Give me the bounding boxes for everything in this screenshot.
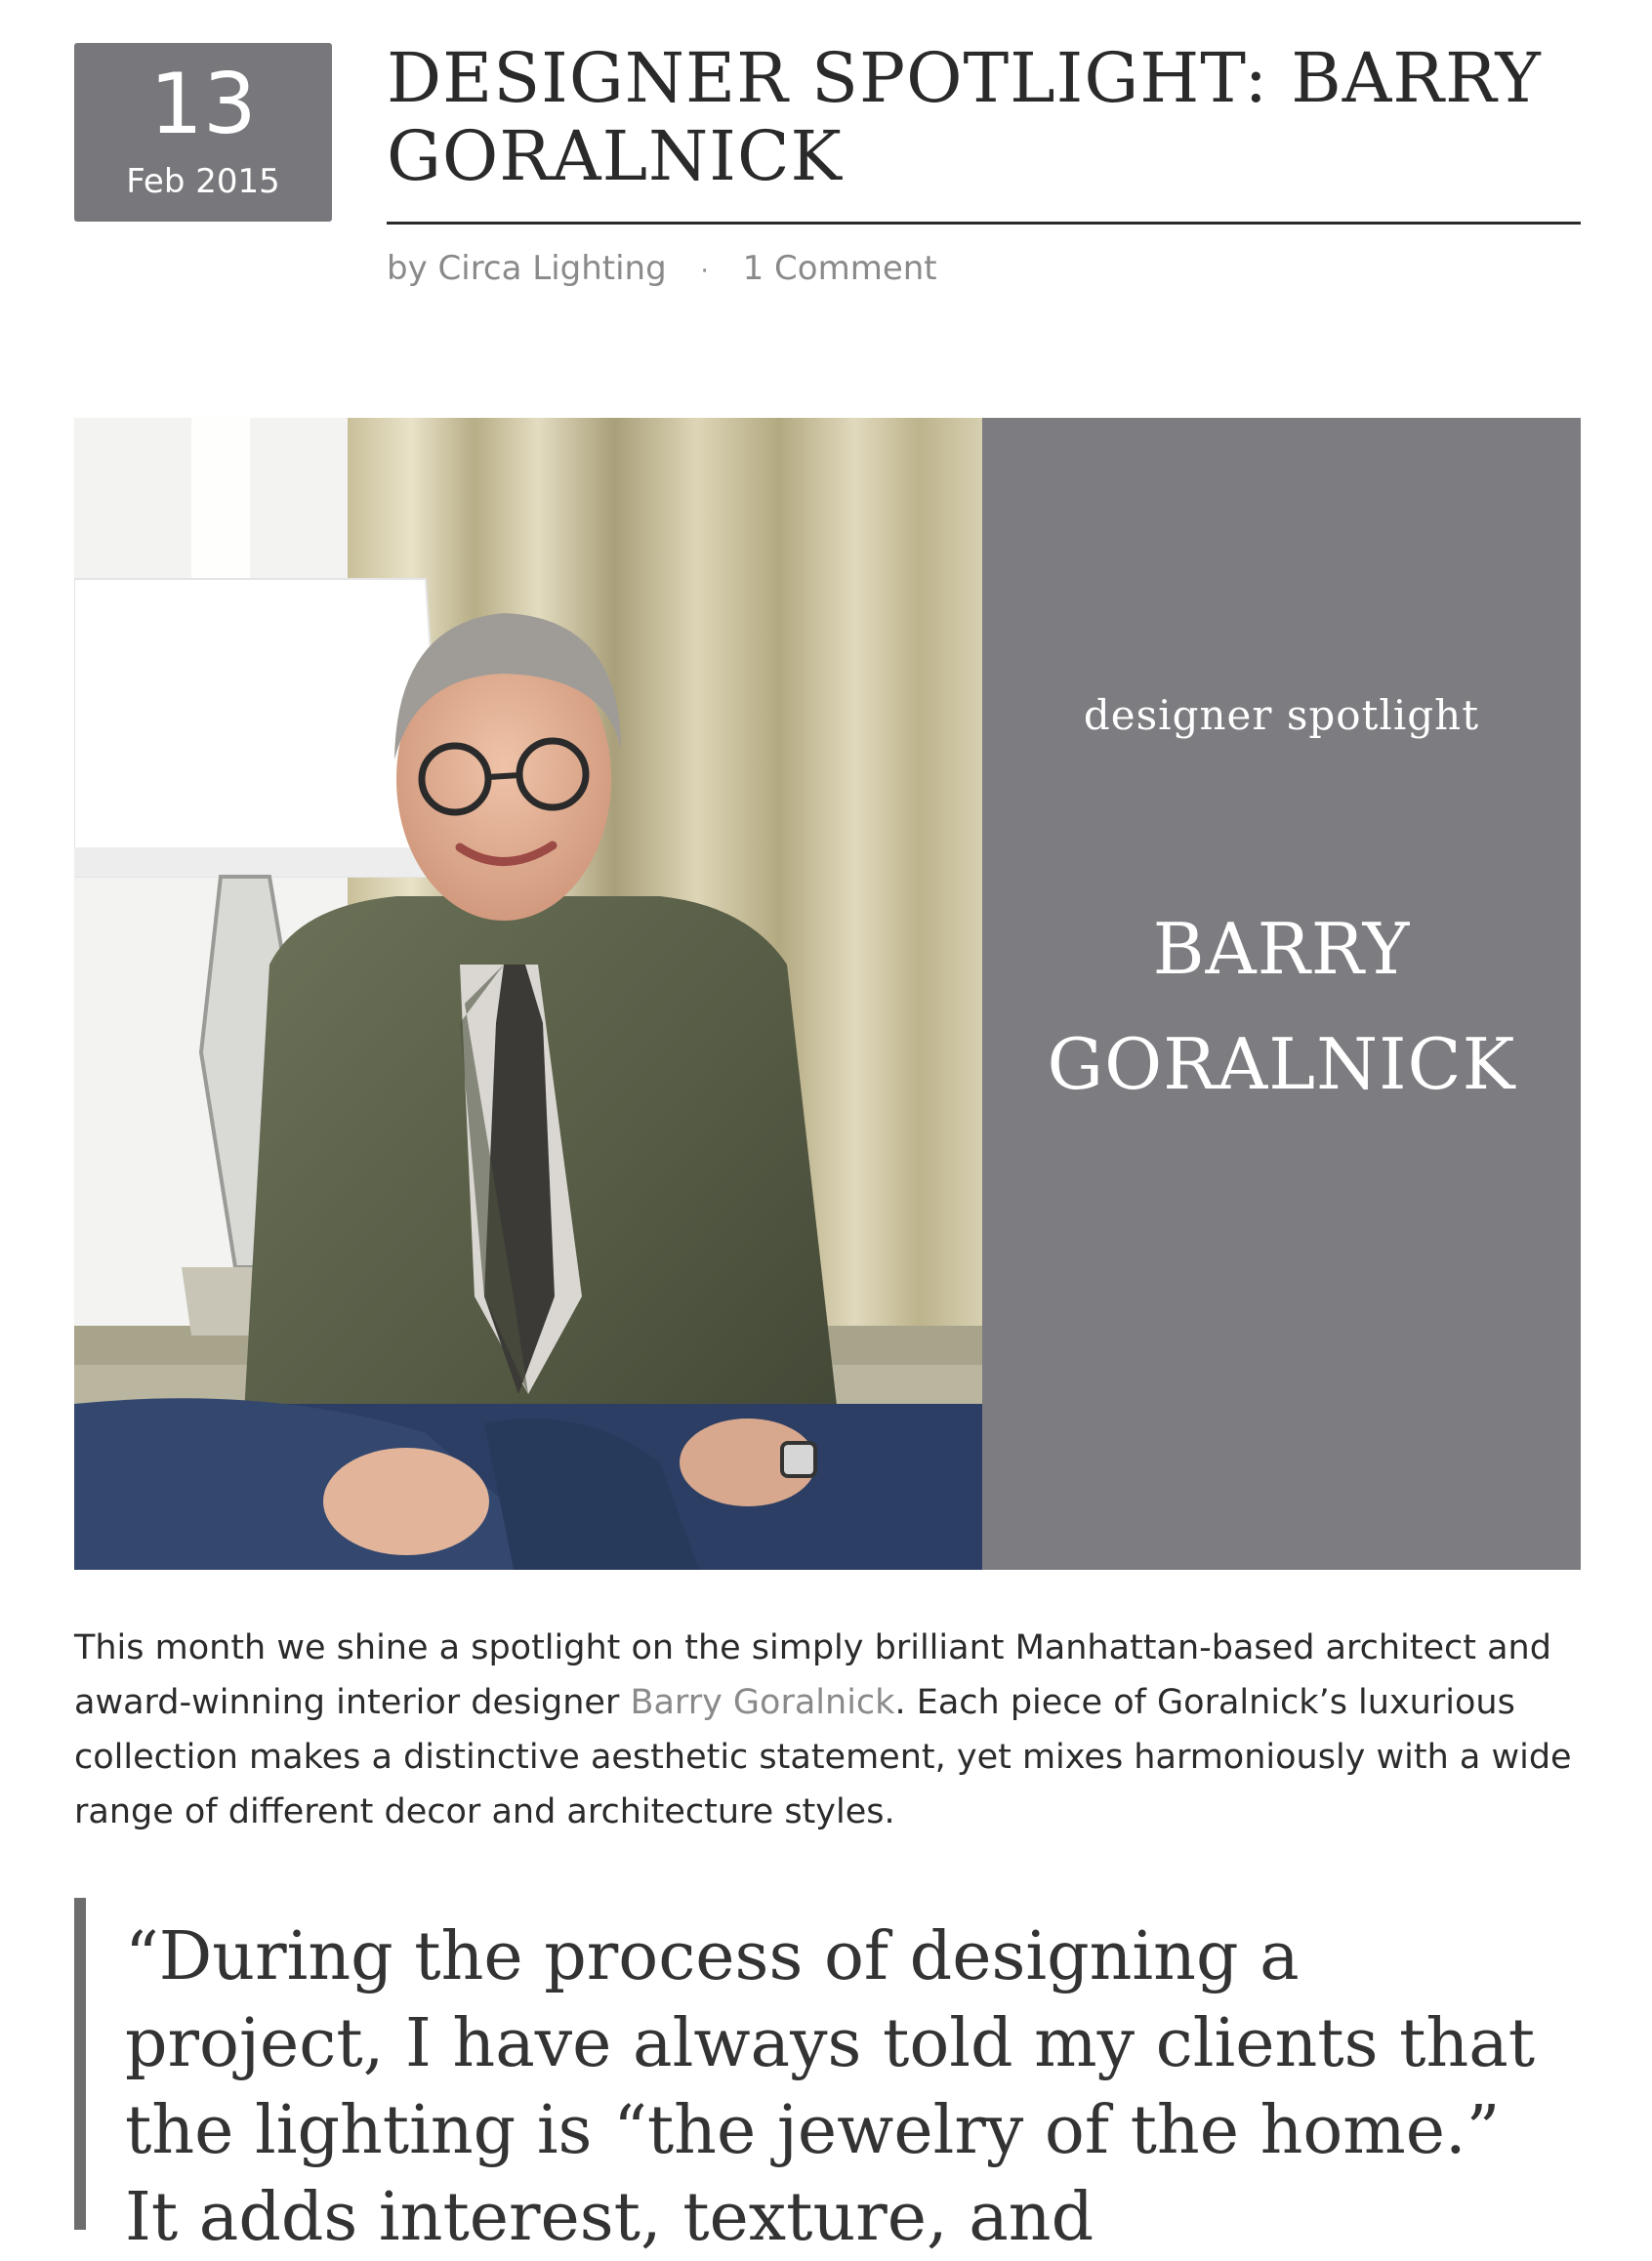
portrait-illustration [74,418,982,1570]
intro-text-before: This month we shine a spotlight on the simply brilliant Manhattan-based architect and award-winning interior designer [74,1628,1551,1722]
pull-quote [74,1898,1558,2256]
intro-text-after: . Each piece of Goralnick’s luxurious collection makes a distinctive aesthetic statement, yet mixes harmoniously with a wide range of different decor and architecture styles. [74,1683,1572,1831]
title-divider [387,222,1581,225]
comments-link[interactable]: 1 Comment [742,249,937,288]
meta-separator: · [700,257,709,286]
designer-link[interactable]: Barry Goralnick [630,1683,895,1722]
post-date-month: Feb 2015 [126,162,280,201]
panel-kicker: designer spotlight [1083,691,1480,739]
panel-name-last: GORALNICK [1047,1023,1516,1105]
panel-name-first: BARRY [1152,908,1411,990]
intro-paragraph [74,1621,1597,1839]
hero-image [74,418,1581,1570]
pull-quote-text: “During the process of designing a project, I have always told my clients that the lighting is “the jewelry of the home.” It adds interest, texture, and [125,1918,1536,2256]
post-date-badge [74,43,332,222]
post-meta [387,249,937,288]
author-link[interactable]: by Circa Lighting [387,249,667,288]
spotlight-panel [982,418,1581,1570]
post-date-day: 13 [149,56,257,153]
designer-portrait-photo [74,418,982,1570]
panel-designer-name [982,891,1581,1122]
post-title: DESIGNER SPOTLIGHT: BARRY GORALNICK [387,38,1542,196]
